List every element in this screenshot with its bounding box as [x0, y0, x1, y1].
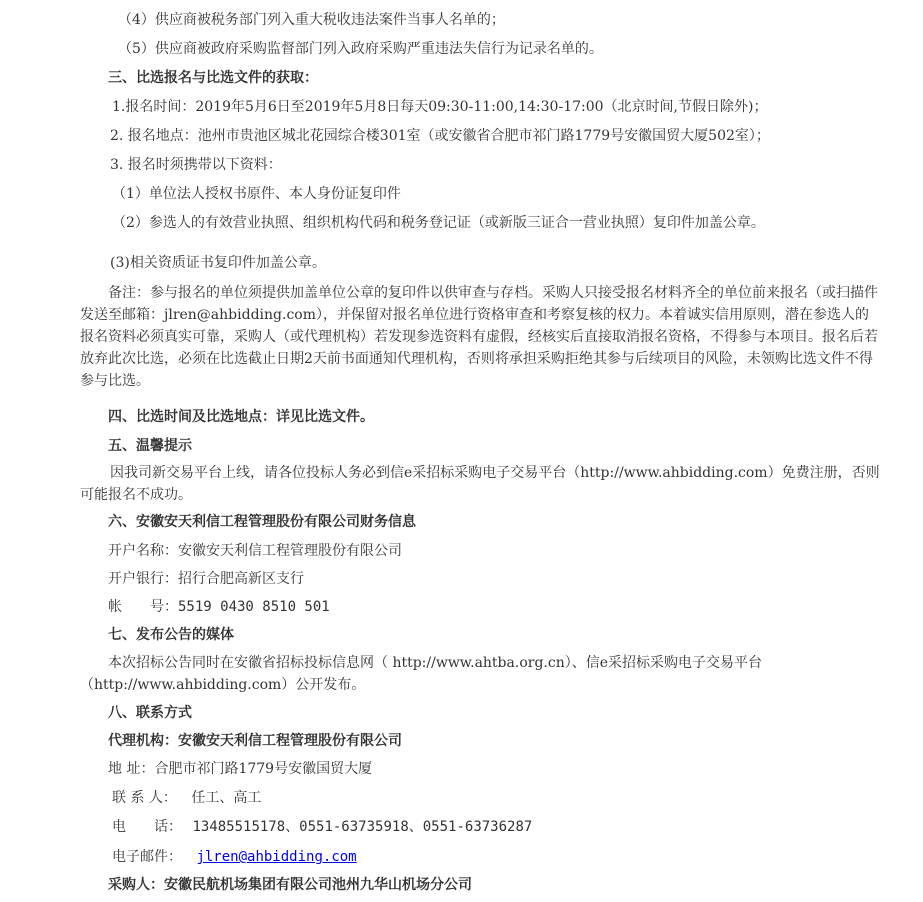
agency-address: 地 址：合肥市祁门路1779号安徽国贸大厦	[108, 761, 373, 777]
account-number: 5519 0430 8510 501	[178, 599, 330, 615]
contact-person-row	[112, 787, 261, 809]
phone-label: 电 话：	[112, 819, 182, 835]
registration-note: 备注：参与报名的单位须提供加盖单位公章的复印件以供审查与存档。采购人只接受报名材料齐全的单位前来报名（或扫描件发送至邮箱：jlren@ahbidding.com），并保留对报名单位进行资格审查和考察复核的权力。本着诚实信用原则，潜在参选人的报名资料必须真实可靠，采购人（或代理机构）若发现参选资料有虚假，经核实后直接取消报名资格，不得参与本项目。报名后若放弃此次比选，必须在比选截止日期2天前书面通知代理机构，否则将承担采购拒绝其参与后续项目的风险，未领购比选文件不得参与比选。	[80, 285, 878, 389]
account-number-label: 帐 号：	[108, 599, 178, 615]
disqualification-item-5: （5）供应商被政府采购监督部门列入政府采购严重违法失信行为记录名单的。	[118, 41, 603, 57]
media-text: 本次招标公告同时在安徽省招标投标信息网（ http://www.ahtba.org.cn）、信e采招标采购电子交易平台（http://www.ahbidding.com）公开发布。	[80, 655, 762, 693]
purchaser-name: 采购人：安徽民航机场集团有限公司池州九华山机场分公司	[108, 877, 472, 893]
material-item-3: (3)相关资质证书复印件加盖公章。	[110, 255, 326, 271]
section-6-heading: 六、安徽安天利信工程管理股份有限公司财务信息	[108, 514, 416, 530]
contact-person-label: 联 系 人：	[112, 790, 177, 806]
agency-name: 代理机构：安徽安天利信工程管理股份有限公司	[108, 733, 402, 749]
material-item-1: （1）单位法人授权书原件、本人身份证复印件	[112, 186, 401, 202]
email-link[interactable]: jlren@ahbidding.com	[196, 849, 357, 865]
phone-value: 13485515178、0551-63735918、0551-63736287	[192, 819, 533, 835]
registration-time: 1.报名时间：2019年5月6日至2019年5月8日每天09:30-11:00,14:30-17:00（北京时间,节假日除外)；	[112, 99, 768, 115]
section-8-heading: 八、联系方式	[108, 705, 192, 721]
account-number-row	[108, 596, 330, 618]
contact-person-value: 任工、高工	[191, 790, 262, 806]
section-7-heading: 七、发布公告的媒体	[108, 627, 234, 643]
disqualification-item-4: （4）供应商被税务部门列入重大税收违法案件当事人名单的；	[118, 12, 505, 28]
registration-place: 2. 报名地点：池州市贵池区城北花园综合楼301室（或安徽省合肥市祁门路1779号安徽国贸大厦502室）；	[110, 128, 770, 144]
registration-materials-intro: 3. 报名时须携带以下资料：	[110, 157, 282, 173]
email-row	[112, 846, 357, 868]
material-item-2: （2）参选人的有效营业执照、组织机构代码和税务登记证（或新版三证合一营业执照）复印件加盖公章。	[112, 215, 765, 231]
reminder-text: 因我司新交易平台上线，请各位投标人务必到信e采招标采购电子交易平台（http://www.ahbidding.com）免费注册，否则可能报名不成功。	[80, 465, 880, 503]
section-4-heading: 四、比选时间及比选地点：详见比选文件。	[108, 409, 374, 425]
phone-row	[112, 816, 532, 838]
section-5-heading: 五、温馨提示	[108, 438, 192, 454]
account-bank: 开户银行：招行合肥高新区支行	[108, 571, 304, 587]
section-3-heading: 三、比选报名与比选文件的获取：	[108, 70, 318, 86]
email-label: 电子邮件：	[112, 849, 182, 865]
account-name: 开户名称：安徽安天利信工程管理股份有限公司	[108, 543, 402, 559]
